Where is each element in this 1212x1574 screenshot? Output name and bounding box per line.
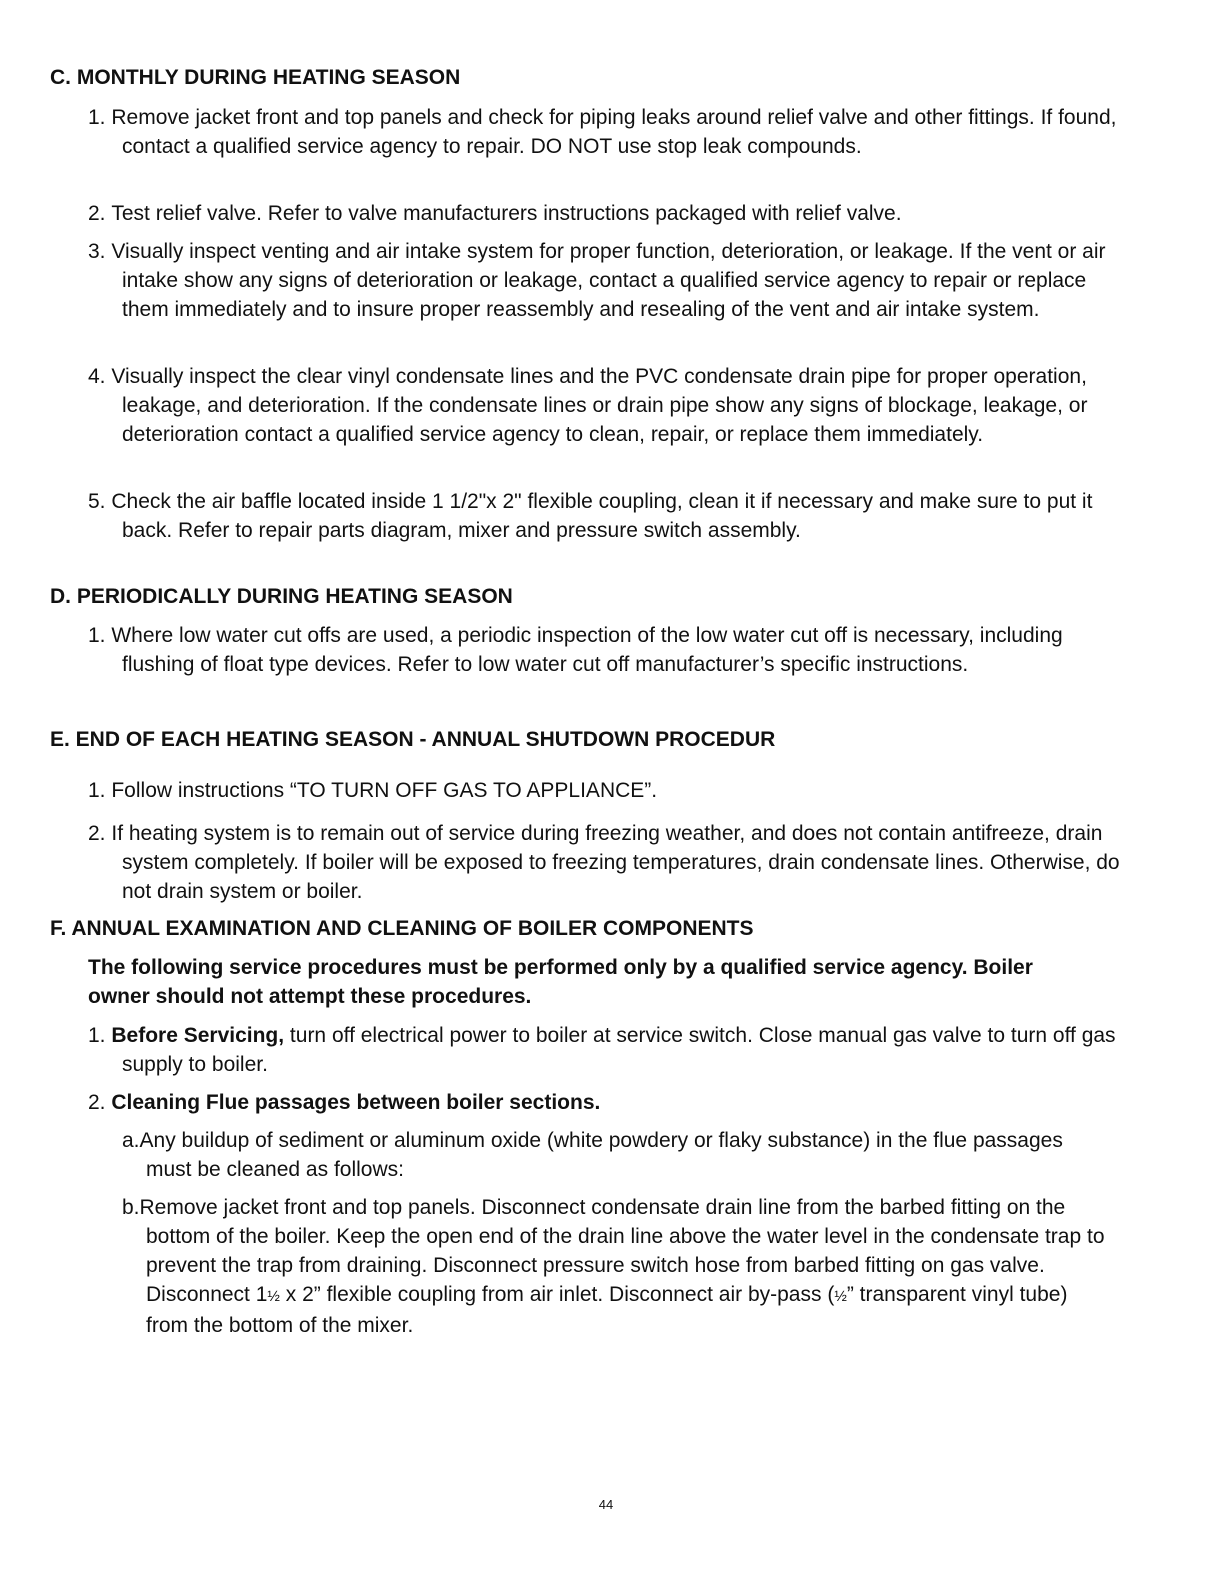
- item-bold-lead: Cleaning Flue passages between boiler sections.: [111, 1091, 601, 1114]
- section-c-item-3: [88, 237, 1122, 324]
- item-text: Visually inspect venting and air intake system for proper function, deterioration, or leakage. If the vent or air intake show any signs of deterioration or leakage, contact a qualified service agency to repair or replace them immediately and to insure proper reassembly and resealing of the vent and air intake system.: [111, 240, 1106, 321]
- item-number: 1.: [88, 624, 106, 647]
- item-text: Remove jacket front and top panels and check for piping leaks around relief valve and other fittings. If found, contact a qualified service agency to repair. DO NOT use stop leak compounds.: [111, 106, 1117, 158]
- page-number: 44: [598, 1497, 614, 1512]
- section-e-item-1: [88, 776, 1122, 805]
- item-number: 1.: [88, 106, 106, 129]
- subitem-label: b.: [122, 1196, 140, 1219]
- subitem-text: Any buildup of sediment or aluminum oxide (white powdery or flaky substance) in the flue passages must be cleaned as follows:: [139, 1129, 1063, 1181]
- item-number: 2.: [88, 1091, 106, 1114]
- fraction-half: ½: [267, 1288, 280, 1305]
- item-text: Follow instructions “TO TURN OFF GAS TO APPLIANCE”.: [111, 779, 658, 802]
- item-bold-lead: Before Servicing,: [111, 1024, 285, 1047]
- item-number: 1.: [88, 1024, 106, 1047]
- qualified-service-warning: The following service procedures must be performed only by a qualified service agency. Boiler owner should not attempt these procedures.: [88, 956, 1033, 1008]
- section-f-subitem-a: [122, 1126, 1106, 1184]
- item-number: 1.: [88, 779, 106, 802]
- section-e-heading: E. END OF EACH HEATING SEASON - ANNUAL SHUTDOWN PROCEDUR: [50, 728, 776, 751]
- section-f-heading: F. ANNUAL EXAMINATION AND CLEANING OF BOILER COMPONENTS: [50, 917, 754, 940]
- item-text: Visually inspect the clear vinyl condensate lines and the PVC condensate drain pipe for proper operation, leakage, and deterioration. If the condensate lines or drain pipe show any signs of blockage, leakage, or deterioration contact a qualified service agency to clean, repair, or replace them immediately.: [111, 365, 1088, 446]
- item-number: 2.: [88, 822, 106, 845]
- item-text: Test relief valve. Refer to valve manufacturers instructions packaged with relief valve.: [111, 202, 902, 225]
- item-number: 5.: [88, 490, 106, 513]
- subitem-text: ” transparent vinyl tube) from the bottom of the mixer.: [146, 1283, 1068, 1337]
- subitem-text: Remove jacket front and top panels. Disconnect condensate drain line from the barbed fitting on the bottom of the boiler. Keep the open end of the drain line above the water level in the condensate trap to prevent the trap from draining. Disconnect pressure switch hose from barbed fitting on gas valve. Disconnect 1: [139, 1196, 1105, 1306]
- section-f-item-2: [88, 1088, 1122, 1117]
- subitem-text: x 2” flexible coupling from air inlet. Disconnect air by-pass (: [279, 1283, 835, 1306]
- section-c-item-2: [88, 199, 1122, 228]
- section-c-item-1: [88, 103, 1122, 161]
- item-number: 2.: [88, 202, 106, 225]
- section-c-item-4: [88, 362, 1122, 449]
- section-d-heading: D. PERIODICALLY DURING HEATING SEASON: [50, 585, 513, 608]
- item-text: Check the air baffle located inside 1 1/2"x 2" flexible coupling, clean it if necessary and make sure to put it back. Refer to repair parts diagram, mixer and pressure switch assembly.: [111, 490, 1093, 542]
- item-number: 4.: [88, 365, 106, 388]
- item-text: turn off electrical power to boiler at service switch. Close manual gas valve to turn off gas supply to boiler.: [122, 1024, 1116, 1076]
- item-text: If heating system is to remain out of service during freezing weather, and does not contain antifreeze, drain system completely. If boiler will be exposed to freezing temperatures, drain condensate lines. Otherwise, do not drain system or boiler.: [111, 822, 1120, 903]
- section-f-subitem-b: [122, 1193, 1106, 1340]
- section-e-item-2: [88, 819, 1122, 906]
- section-f-item-1: [88, 1021, 1122, 1079]
- section-c-heading: C. MONTHLY DURING HEATING SEASON: [50, 66, 461, 89]
- section-c-item-5: [88, 487, 1122, 545]
- section-d-item-1: [88, 621, 1122, 679]
- item-number: 3.: [88, 240, 106, 263]
- item-text: Where low water cut offs are used, a periodic inspection of the low water cut off is necessary, including flushing of float type devices. Refer to low water cut off manufacturer’s specific instructions.: [111, 624, 1063, 676]
- fraction-half: ½: [834, 1288, 847, 1305]
- subitem-label: a.: [122, 1129, 140, 1152]
